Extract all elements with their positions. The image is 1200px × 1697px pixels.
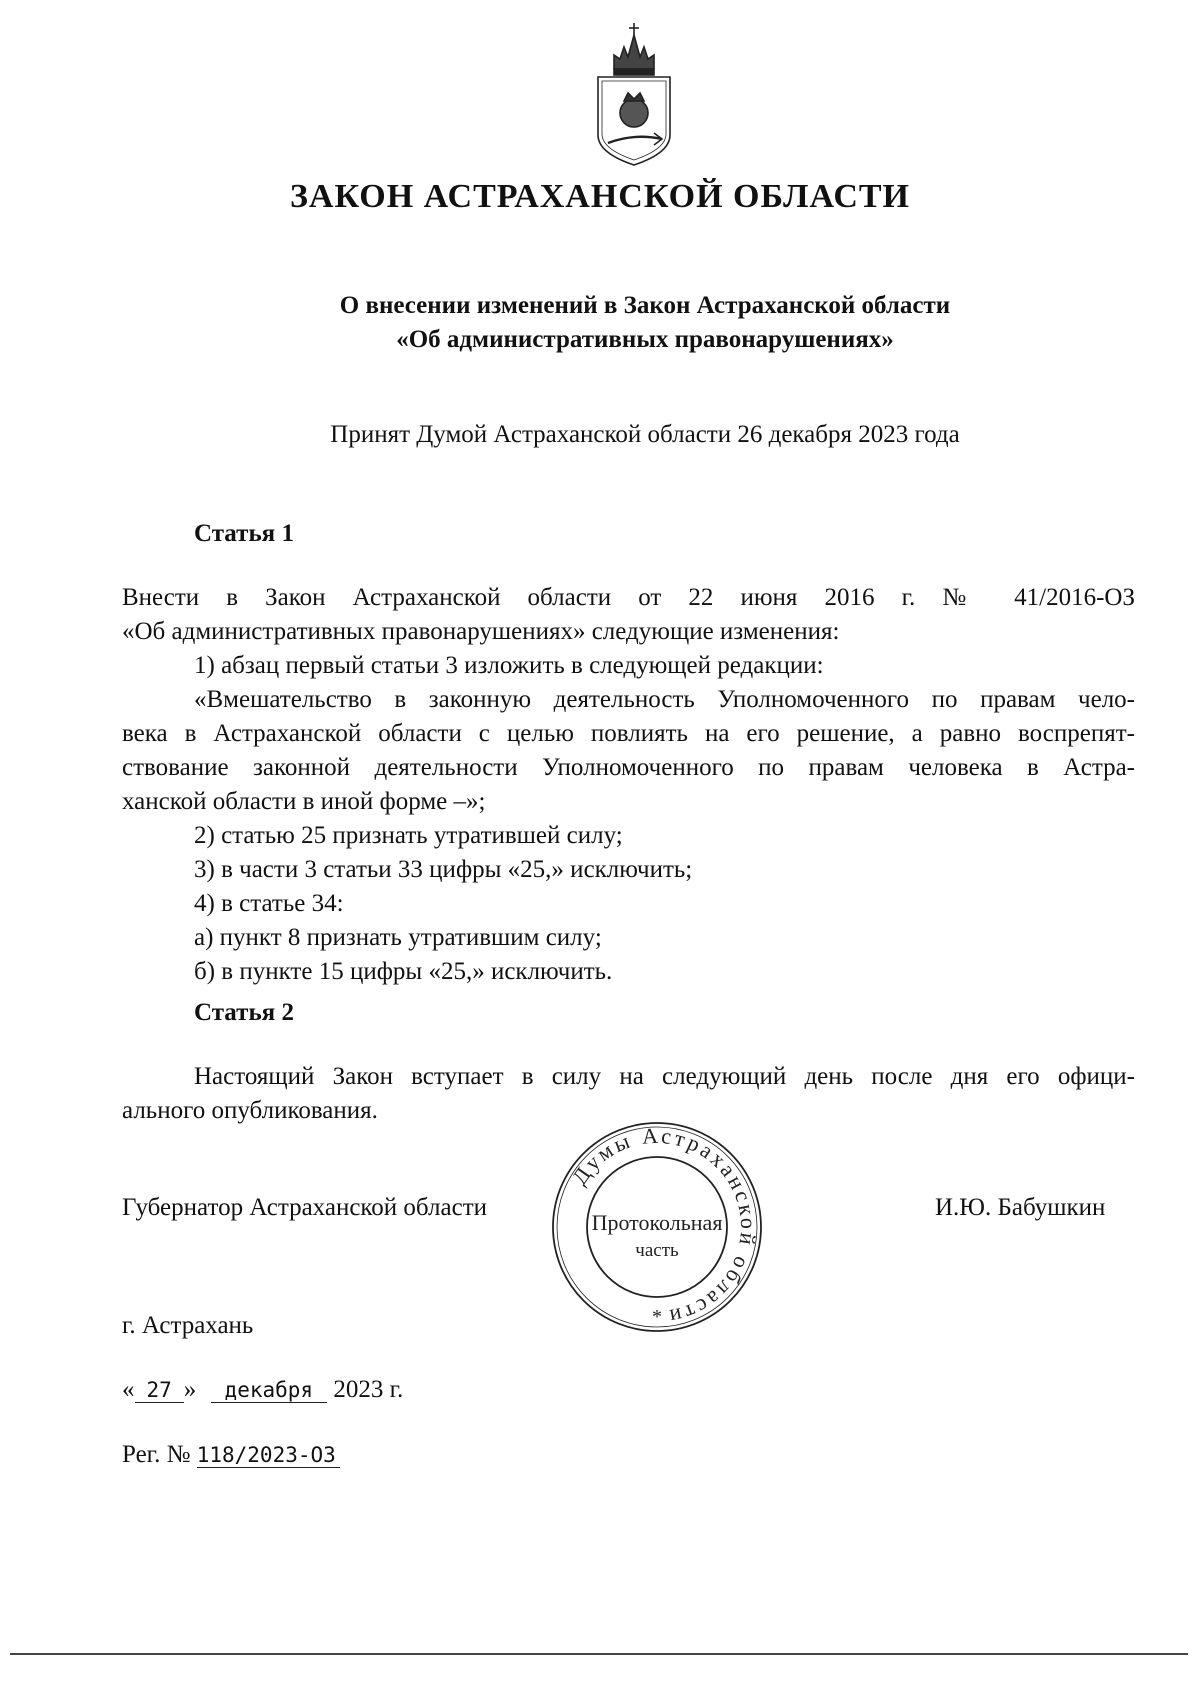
article-1-line: 2) статью 25 признать утратившей силу; — [194, 822, 623, 849]
adoption-line: Принят Думой Астраханской области 26 декабря 2023 года — [330, 421, 960, 448]
article-1-line: века в Астраханской области с целью повлиять на его решение, а равно воспрепят- — [122, 720, 1135, 747]
date-open-quote: « — [122, 1376, 135, 1403]
signing-date — [122, 1376, 403, 1404]
governor-name: И.Ю. Бабушкин — [935, 1194, 1106, 1221]
law-subtitle-line-1: О внесении изменений в Закон Астраханской области — [339, 292, 951, 319]
article-2-line: ального опубликования. — [122, 1097, 378, 1124]
registration-line — [122, 1441, 340, 1469]
governor-title: Губернатор Астраханской области — [122, 1194, 488, 1221]
article-1-line: а) пункт 8 признать утратившим силу; — [194, 924, 602, 951]
stamp-center-line-1: Протокольная — [591, 1210, 723, 1235]
city-line: г. Астрахань — [122, 1312, 254, 1339]
article-1-line: «Об административных правонарушениях» следующие изменения: — [122, 618, 840, 645]
article-1-line: 4) в статье 34: — [194, 890, 344, 917]
reg-label: Рег. № — [122, 1441, 191, 1468]
reg-number: 118/2023-ОЗ — [197, 1443, 340, 1468]
article-1-line: ствование законной деятельности Уполномоченного по правам человека в Астра- — [122, 754, 1135, 781]
article-2-heading: Статья 2 — [194, 999, 294, 1026]
article-1-heading: Статья 1 — [194, 520, 294, 547]
date-close-quote: » — [183, 1376, 197, 1403]
article-1-line: 3) в части 3 статьи 33 цифры «25,» исключить; — [194, 856, 693, 883]
date-day: 27 — [135, 1378, 184, 1403]
bottom-rule — [10, 1653, 1188, 1655]
article-1-line: 1) абзац первый статьи 3 изложить в следующей редакции: — [194, 652, 824, 679]
stamp-star: * — [652, 1306, 662, 1328]
article-1-line: Внести в Закон Астраханской области от 22 июня 2016 г. № 41/2016-ОЗ — [122, 584, 1135, 611]
law-subtitle-line-2: «Об административных правонарушениях» — [396, 326, 894, 353]
article-1-line: ханской области в иной форме –»; — [122, 788, 486, 815]
article-1-line: б) в пункте 15 цифры «25,» исключить. — [194, 958, 613, 985]
stamp-ring-text: Думы Астраханской области — [566, 1122, 762, 1331]
article-1-line: «Вмешательство в законную деятельность Уполномоченного по правам чело- — [194, 686, 1135, 713]
official-stamp — [548, 1118, 766, 1336]
stamp-center-line-2: часть — [635, 1240, 679, 1261]
law-title: ЗАКОН АСТРАХАНСКОЙ ОБЛАСТИ — [289, 178, 911, 215]
coat-of-arms-icon — [592, 15, 676, 171]
article-2-line: Настоящий Закон вступает в силу на следующий день после дня его офици- — [194, 1063, 1135, 1090]
date-month: декабря — [211, 1378, 328, 1403]
date-year: 2023 г. — [333, 1376, 404, 1403]
